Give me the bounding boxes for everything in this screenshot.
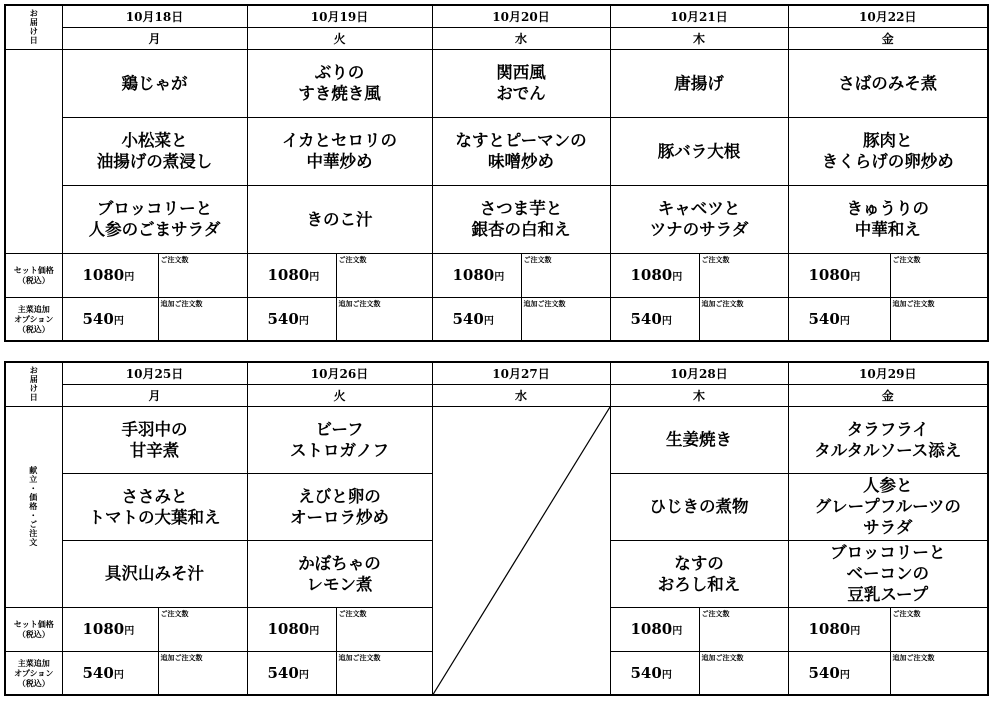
- dish-cell: 人参と グレープフルーツの サラダ: [788, 473, 988, 540]
- order-count-field[interactable]: ご注文数: [890, 253, 988, 297]
- dish-cell: きのこ汁: [247, 185, 432, 253]
- dish-cell: 具沢山みそ汁: [62, 540, 247, 607]
- date-header: 10月22日: [788, 5, 988, 27]
- slash-line: [433, 407, 610, 695]
- dish-cell: えびと卵の オーロラ炒め: [247, 473, 432, 540]
- menu-side-label: [5, 49, 62, 253]
- weekday-header: 月: [62, 27, 247, 49]
- dish-cell: なすの おろし和え: [610, 540, 788, 607]
- dish-cell: ビーフ ストロガノフ: [247, 406, 432, 473]
- weekday-header: 木: [610, 27, 788, 49]
- dish-cell: イカとセロリの 中華炒め: [247, 117, 432, 185]
- date-header: 10月19日: [247, 5, 432, 27]
- dish-cell: さつま芋と 銀杏の白和え: [432, 185, 610, 253]
- dish-cell: 関西風 おでん: [432, 49, 610, 117]
- menu-side-label: 献立・価格・ご注文: [5, 406, 62, 607]
- delivery-day-label: お 届 け 日: [5, 362, 62, 406]
- option-price: 540円: [788, 651, 890, 695]
- extra-order-count-field[interactable]: 追加ご注文数: [521, 297, 610, 341]
- weekday-header: 火: [247, 27, 432, 49]
- order-count-field[interactable]: ご注文数: [699, 607, 788, 651]
- order-count-field[interactable]: ご注文数: [890, 607, 988, 651]
- dish-cell: 鶏じゃが: [62, 49, 247, 117]
- main-option-label: 主菜追加 オプション （税込）: [5, 297, 62, 341]
- weekday-header: 火: [247, 384, 432, 406]
- option-price: 540円: [788, 297, 890, 341]
- option-price: 540円: [432, 297, 521, 341]
- dish-cell: さばのみそ煮: [788, 49, 988, 117]
- weekday-header: 水: [432, 384, 610, 406]
- extra-order-count-field[interactable]: 追加ご注文数: [158, 651, 247, 695]
- dish-cell: ぶりの すき焼き風: [247, 49, 432, 117]
- set-price: 1080円: [432, 253, 521, 297]
- order-count-field[interactable]: ご注文数: [521, 253, 610, 297]
- dish-cell: 手羽中の 甘辛煮: [62, 406, 247, 473]
- order-count-field[interactable]: ご注文数: [158, 607, 247, 651]
- dish-cell: 生姜焼き: [610, 406, 788, 473]
- dish-cell: 小松菜と 油揚げの煮浸し: [62, 117, 247, 185]
- extra-order-count-field[interactable]: 追加ご注文数: [699, 651, 788, 695]
- dish-cell: ひじきの煮物: [610, 473, 788, 540]
- extra-order-count-field[interactable]: 追加ご注文数: [890, 297, 988, 341]
- date-header: 10月18日: [62, 5, 247, 27]
- weekday-header: 木: [610, 384, 788, 406]
- option-price: 540円: [62, 297, 158, 341]
- extra-order-count-field[interactable]: 追加ご注文数: [699, 297, 788, 341]
- dish-cell: ブロッコリーと ベーコンの 豆乳スープ: [788, 540, 988, 607]
- dish-cell: タラフライ タルタルソース添え: [788, 406, 988, 473]
- set-price-label: セット価格 （税込）: [5, 607, 62, 651]
- weekday-header: 月: [62, 384, 247, 406]
- option-price: 540円: [62, 651, 158, 695]
- date-header: 10月21日: [610, 5, 788, 27]
- set-price: 1080円: [610, 607, 699, 651]
- closed-day-slash: [432, 406, 610, 695]
- dish-cell: きゅうりの 中華和え: [788, 185, 988, 253]
- date-header: 10月26日: [247, 362, 432, 384]
- extra-order-count-field[interactable]: 追加ご注文数: [158, 297, 247, 341]
- order-count-field[interactable]: ご注文数: [336, 607, 432, 651]
- option-price: 540円: [610, 651, 699, 695]
- date-header: 10月20日: [432, 5, 610, 27]
- delivery-day-label: お 届 け 日: [5, 5, 62, 49]
- dish-cell: キャベツと ツナのサラダ: [610, 185, 788, 253]
- dish-cell: 豚バラ大根: [610, 117, 788, 185]
- extra-order-count-field[interactable]: 追加ご注文数: [890, 651, 988, 695]
- main-option-label: 主菜追加 オプション （税込）: [5, 651, 62, 695]
- extra-order-count-field[interactable]: 追加ご注文数: [336, 297, 432, 341]
- dish-cell: ささみと トマトの大葉和え: [62, 473, 247, 540]
- set-price: 1080円: [62, 253, 158, 297]
- date-header: 10月25日: [62, 362, 247, 384]
- date-header: 10月27日: [432, 362, 610, 384]
- weekday-header: 水: [432, 27, 610, 49]
- set-price-label: セット価格 （税込）: [5, 253, 62, 297]
- dish-cell: かぼちゃの レモン煮: [247, 540, 432, 607]
- set-price: 1080円: [610, 253, 699, 297]
- weekday-header: 金: [788, 384, 988, 406]
- order-count-field[interactable]: ご注文数: [699, 253, 788, 297]
- set-price: 1080円: [788, 607, 890, 651]
- set-price: 1080円: [247, 607, 336, 651]
- set-price: 1080円: [62, 607, 158, 651]
- menu-table-week1: [4, 4, 989, 342]
- dish-cell: ブロッコリーと 人参のごまサラダ: [62, 185, 247, 253]
- set-price: 1080円: [788, 253, 890, 297]
- option-price: 540円: [247, 651, 336, 695]
- extra-order-count-field[interactable]: 追加ご注文数: [336, 651, 432, 695]
- date-header: 10月28日: [610, 362, 788, 384]
- dish-cell: 豚肉と きくらげの卵炒め: [788, 117, 988, 185]
- menu-table-week2: [4, 361, 989, 696]
- option-price: 540円: [247, 297, 336, 341]
- dish-cell: 唐揚げ: [610, 49, 788, 117]
- weekday-header: 金: [788, 27, 988, 49]
- option-price: 540円: [610, 297, 699, 341]
- set-price: 1080円: [247, 253, 336, 297]
- dish-cell: なすとピーマンの 味噌炒め: [432, 117, 610, 185]
- order-count-field[interactable]: ご注文数: [158, 253, 247, 297]
- date-header: 10月29日: [788, 362, 988, 384]
- order-count-field[interactable]: ご注文数: [336, 253, 432, 297]
